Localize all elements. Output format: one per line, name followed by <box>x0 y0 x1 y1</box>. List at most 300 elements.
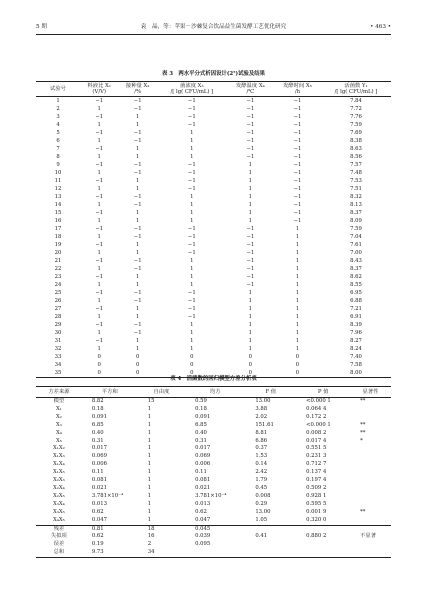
table4-row <box>36 493 391 501</box>
table4-cell: ** <box>360 508 366 515</box>
table3-cell: 1 <box>135 306 140 312</box>
table3-cell: 16 <box>54 218 62 224</box>
table3-cell: −1 <box>95 130 104 136</box>
table4-cell: 13.00 <box>255 508 271 515</box>
table3-cell: 0 <box>274 369 321 378</box>
table3-cell: −1 <box>293 154 302 160</box>
table3-cell: −1 <box>187 186 196 192</box>
table4-row <box>36 422 391 430</box>
table3-column-header-line: /℃ <box>246 89 255 95</box>
table3-cell: 8.24 <box>350 346 362 352</box>
table3-column-header-line: 料液比 X₁ <box>87 82 111 89</box>
table3-cell: −1 <box>95 258 104 264</box>
table4-cell: 13.00 <box>255 398 271 404</box>
table3-cell: 8.55 <box>350 282 362 288</box>
table3-cell: 1 <box>190 266 194 272</box>
table3-cell: −1 <box>187 234 196 240</box>
table3-row <box>36 97 391 106</box>
table4-cell <box>245 541 296 549</box>
table4-cell: X₃X₄ <box>53 500 65 507</box>
table3-cell: −1 <box>293 186 302 192</box>
table3-row <box>36 297 391 305</box>
table3-cell: −1 <box>133 130 142 136</box>
table3-row <box>36 241 391 249</box>
table3-cell: 8.63 <box>350 146 362 152</box>
table4-cell: 1 <box>147 453 152 460</box>
table4-cell: 2 <box>147 541 152 548</box>
table3-cell: 8.39 <box>350 322 362 328</box>
table3-column-header-line: /% <box>134 89 142 95</box>
table3-cell: 0 <box>118 369 156 378</box>
table4-row <box>36 501 391 509</box>
table3-cell: −1 <box>133 258 142 264</box>
table3-cell: −1 <box>95 306 104 312</box>
table3-cell: −1 <box>187 162 196 168</box>
table3-cell: −1 <box>246 234 255 240</box>
table4-cell <box>350 406 391 414</box>
table4-cell: 0.712 7 <box>306 461 327 468</box>
table3-cell: −1 <box>293 218 302 224</box>
table4-cell: 0.064 4 <box>306 405 327 412</box>
table4-column-header: 平方和 <box>82 387 138 398</box>
table3-cell: 1 <box>135 122 140 128</box>
table3-column-header <box>157 82 227 97</box>
table4-cell <box>350 485 391 493</box>
table4-cell: 0.021 <box>195 484 211 491</box>
table3-cell: 1 <box>135 274 140 280</box>
table4-cell <box>350 477 391 485</box>
table4-cell: 0.45 <box>255 484 268 491</box>
table3-cell: 0 <box>248 362 253 368</box>
table3-cell: 6.88 <box>350 298 362 304</box>
table4-row <box>36 438 391 446</box>
table3-cell: 0 <box>80 369 118 378</box>
table3-cell: −1 <box>293 114 302 120</box>
table3-cell: −1 <box>95 98 104 104</box>
table3-row <box>36 321 391 329</box>
table3-cell: 0 <box>295 362 300 368</box>
table3-cell: 1 <box>248 314 253 320</box>
table4-row <box>36 430 391 438</box>
table3-column-header-line: (V/V) <box>92 89 106 95</box>
table4-cell: X₄ <box>55 429 62 436</box>
table3-cell: 1 <box>97 298 101 304</box>
table3-cell: 0 <box>97 362 101 368</box>
table3-cell: −1 <box>95 210 104 216</box>
table3-row <box>36 313 391 321</box>
table3-cell: −1 <box>293 106 302 112</box>
table3-cell: 1 <box>295 274 300 280</box>
table3-cell: 1 <box>190 154 194 160</box>
table3-cell: 1 <box>97 202 101 208</box>
table3-cell: −1 <box>187 226 196 232</box>
table3-cell: 5 <box>56 130 60 136</box>
page-number: • 463 • <box>370 24 391 30</box>
table3-cell: 32 <box>54 346 62 352</box>
table4-cell: X₂X₄ <box>53 484 65 491</box>
table3-row <box>36 337 391 345</box>
table4-cell: 0.172 2 <box>306 413 327 420</box>
table3-cell: 0 <box>190 354 194 360</box>
table3-column-header-line: 试验号 <box>50 85 66 92</box>
table3-cell: 1 <box>190 138 194 144</box>
table4-cell: 0.091 <box>91 413 107 420</box>
table4-cell: 2.02 <box>255 413 268 420</box>
table3-cell: 1 <box>190 258 194 264</box>
table4-cell: 0.013 <box>195 500 211 507</box>
table3-cell: 6 <box>56 138 60 144</box>
table3-cell: 18 <box>54 234 62 240</box>
table4-column-header: 均方 <box>185 387 245 398</box>
table3-column-header-line: 菌浓度 X₃ <box>180 82 204 89</box>
table3-row <box>36 233 391 241</box>
table3-row <box>36 177 391 185</box>
table3-cell: 7.21 <box>350 306 362 312</box>
table3-row <box>36 353 391 361</box>
table4-cell: 1 <box>147 516 152 523</box>
table4-cell: X₁X₃ <box>53 453 65 460</box>
table4-cell: 1 <box>147 413 152 420</box>
table4-header-row <box>36 387 391 398</box>
table3-cell: −1 <box>246 250 255 256</box>
table3-cell: 23 <box>54 274 62 280</box>
table3-cell: 14 <box>54 202 62 208</box>
table3-cell: 1 <box>97 314 101 320</box>
table3-cell: 1 <box>190 130 194 136</box>
table3-cell: −1 <box>133 298 142 304</box>
table4-cell <box>350 501 391 509</box>
table3-cell: 0 <box>135 354 140 360</box>
table4-row <box>36 485 391 493</box>
table4-cell: 1.05 <box>255 516 268 523</box>
table4-cell <box>245 549 296 557</box>
table3-cell: −1 <box>246 146 255 152</box>
table3-row <box>36 161 391 169</box>
table3-cell: 0 <box>97 354 101 360</box>
table4-cell: 16 <box>147 533 155 540</box>
table4-cell <box>350 549 391 557</box>
table3-cell: 7.00 <box>350 250 362 256</box>
table3-cell: 9 <box>56 162 60 168</box>
table3-cell: 1 <box>97 218 101 224</box>
table3-row <box>36 281 391 289</box>
table3-cell: 4 <box>56 122 60 128</box>
table3-cell: 34 <box>54 362 62 368</box>
table3-cell: −1 <box>187 170 196 176</box>
table3-cell: 21 <box>54 258 62 264</box>
running-header <box>36 20 391 35</box>
table3-row <box>36 153 391 161</box>
table4-cell <box>350 541 391 549</box>
table4-cell: 0.40 <box>91 429 104 436</box>
table4-cell <box>296 541 350 549</box>
table3-cell: −1 <box>246 106 255 112</box>
table4-cell: 8.82 <box>91 398 104 404</box>
table4-cell <box>185 549 245 557</box>
table3-cell: 1 <box>135 218 140 224</box>
table4-cell: 0.18 <box>91 405 104 412</box>
table4-cell: 0.006 <box>91 461 107 468</box>
table3-cell: 8 <box>56 154 60 160</box>
table3-cell: −1 <box>133 226 142 232</box>
table3-row <box>36 345 391 353</box>
table3-cell: 1 <box>97 250 101 256</box>
table4-cell: 0.006 <box>195 461 211 468</box>
table3-cell: −1 <box>246 130 255 136</box>
table3-cell: 1 <box>248 330 253 336</box>
table4-row <box>36 477 391 485</box>
table4-cell: 0.31 <box>195 437 207 444</box>
table3-row <box>36 225 391 233</box>
table3-cell: −1 <box>95 274 104 280</box>
table3-cell: 1 <box>248 194 253 200</box>
table3-cell: 1 <box>248 298 253 304</box>
table4-cell: X₁X₅ <box>53 469 65 476</box>
table4-cell <box>245 525 296 533</box>
table4-cell: X₁X₄ <box>53 461 65 468</box>
table4-cell: 3.781×10⁻⁴ <box>195 492 227 499</box>
table3-row <box>36 305 391 313</box>
table3-row <box>36 113 391 121</box>
table3-cell: 1 <box>295 346 300 352</box>
table4-cell: 0.047 <box>91 516 107 523</box>
table3-header-row <box>36 82 391 97</box>
table3-row <box>36 129 391 137</box>
table3-cell: −1 <box>187 114 196 120</box>
table3-cell: 1 <box>97 138 101 144</box>
table4-cell: ** <box>360 429 366 436</box>
table3-cell: 1 <box>190 322 194 328</box>
table4-cell: <0.000 1 <box>306 398 331 404</box>
table4-cell: ** <box>360 421 366 428</box>
table3-cell: 1 <box>97 330 101 336</box>
table4-cell: 0.62 <box>91 508 104 515</box>
table3-column-header <box>36 82 80 97</box>
table3-cell: −1 <box>246 226 255 232</box>
table4-cell: 0.001 9 <box>306 508 327 515</box>
table3-cell: −1 <box>246 282 255 288</box>
table3-cell: 11 <box>54 178 62 184</box>
table4-cell: 不显著 <box>360 533 377 540</box>
table3-cell: 8.56 <box>350 154 362 160</box>
table3-cell: −1 <box>293 146 302 152</box>
table3-cell: −1 <box>133 162 142 168</box>
table3-cell: −1 <box>133 138 142 144</box>
table3-cell: 1 <box>190 282 194 288</box>
table3-cell: 1 <box>97 346 101 352</box>
table4-cell: X₁X₂ <box>53 445 65 452</box>
table3-cell: 19 <box>54 242 62 248</box>
table4-cell: 1 <box>147 469 152 476</box>
table4-cell: 0.18 <box>195 405 207 412</box>
table3-cell: 1 <box>248 162 253 168</box>
table3-cell: 8.62 <box>350 274 362 280</box>
table3-cell: 10 <box>54 170 62 176</box>
table3-cell: −1 <box>187 178 196 184</box>
table3-cell: 7 <box>56 146 60 152</box>
table3-cell: 1 <box>248 218 253 224</box>
table4-column-header: P 值 <box>296 387 350 398</box>
table3-row <box>36 209 391 217</box>
table3-cell: −1 <box>95 114 104 120</box>
table3-cell: −1 <box>133 202 142 208</box>
table3-cell: 1 <box>135 210 140 216</box>
table3-column-header-line: /[ lg( CFU/mL) ] <box>170 89 214 95</box>
table4-cell <box>350 453 391 461</box>
table3-cell: 6.91 <box>350 314 362 320</box>
table3-cell: −1 <box>246 122 255 128</box>
table4-cell: 0.197 4 <box>306 477 327 484</box>
table4-cell: X₂X₃ <box>53 477 65 484</box>
table4-cell <box>350 445 391 453</box>
table3-cell: 1 <box>135 146 140 152</box>
table3-cell: 3 <box>56 114 60 120</box>
table3-column-header-line: /[ lg( CFU/mL) ] <box>334 89 378 95</box>
table3-cell: 7.59 <box>350 226 362 232</box>
table4-cell: 1 <box>147 492 152 499</box>
table4-cell: X₂X₅ <box>53 492 65 499</box>
table3-cell: 2 <box>56 106 60 112</box>
table3-cell: 7.72 <box>350 106 362 112</box>
table4-column-header: F 值 <box>245 387 296 398</box>
table4-cell: 残差 <box>36 525 82 533</box>
table3-cell: 1 <box>135 154 140 160</box>
table3-cell: −1 <box>187 250 196 256</box>
table4-cell: 0.069 <box>195 453 211 460</box>
table4-cell: 1 <box>147 500 152 507</box>
table3-cell: 1 <box>295 258 300 264</box>
table3-cell: 1 <box>295 314 300 320</box>
table4-cell <box>350 461 391 469</box>
table3-column-header-line: /h <box>294 89 301 95</box>
table3-cell: 1 <box>97 266 101 272</box>
table3-cell: 1 <box>97 186 101 192</box>
table3-cell: 1 <box>295 298 300 304</box>
table3-cell: 1 <box>97 282 101 288</box>
table4-cell: * <box>360 437 363 444</box>
table4-cell: 0.045 <box>185 525 245 533</box>
table3-cell: 1 <box>295 306 300 312</box>
table4-cell: 0.37 <box>255 445 268 452</box>
table3-row <box>36 361 391 369</box>
table3-cell: 1 <box>295 250 300 256</box>
table3-cell: 1 <box>97 154 101 160</box>
table3-cell: −1 <box>187 306 196 312</box>
table4-cell: 0.021 <box>91 484 107 491</box>
table4-cell: 0.880 2 <box>306 533 327 540</box>
table3-cell: −1 <box>187 122 196 128</box>
table3-cell: 13 <box>54 194 62 200</box>
table3-cell: 24 <box>54 282 62 288</box>
table4-cell: 1 <box>147 508 152 515</box>
table3-cell: 1 <box>135 242 140 248</box>
table4-cell: 1 <box>147 445 152 452</box>
table3-cell: −1 <box>133 106 142 112</box>
table4-cell: 1 <box>147 429 152 436</box>
table3-cell: 1 <box>135 114 140 120</box>
table3-cell: 1 <box>295 266 300 272</box>
table4-cell: 0.11 <box>91 469 104 476</box>
table3-cell: 1 <box>190 210 194 216</box>
table3-cell: 8.37 <box>350 266 362 272</box>
table4-cell: ** <box>360 398 366 404</box>
table3-cell: 1 <box>190 330 194 336</box>
table3-cell: 25 <box>54 290 62 296</box>
table4-cell: 0.137 4 <box>306 469 327 476</box>
table3-cell: 1 <box>248 186 253 192</box>
table4-cell: 3.88 <box>255 405 268 412</box>
table3-cell: 8.13 <box>350 202 362 208</box>
table3-cell: 1 <box>190 274 194 280</box>
table3-cell: −1 <box>293 162 302 168</box>
table3-cell: 7.04 <box>350 234 362 240</box>
table4-cell: 2.42 <box>255 469 268 476</box>
table3-cell: 7.40 <box>350 354 362 360</box>
table3-cell: 8.00 <box>321 369 391 378</box>
table3-row <box>36 257 391 265</box>
table3-cell: 8.37 <box>350 210 362 216</box>
table4-cell: 0.095 <box>195 541 211 548</box>
table3-cell: −1 <box>133 98 142 104</box>
table4-cell: 0.41 <box>255 533 268 540</box>
table3-cell: 1 <box>295 330 300 336</box>
table4-row <box>36 549 391 557</box>
table4-column-header: 方差来源 <box>36 387 82 398</box>
table3-cell: 28 <box>54 314 62 320</box>
table3-cell: −1 <box>95 146 104 152</box>
table3-cell: −1 <box>293 194 302 200</box>
table3-cell: 20 <box>54 250 62 256</box>
table4-cell: 151.61 <box>255 421 274 428</box>
table4-cell: 模型 <box>53 398 65 404</box>
table3-cell: −1 <box>95 194 104 200</box>
table4-cell: X₄X₅ <box>53 516 65 523</box>
table3-cell: 22 <box>54 266 62 272</box>
table3-cell: 0 <box>157 369 227 378</box>
table4-cell: 1 <box>147 484 152 491</box>
table3-column-header <box>274 82 321 97</box>
table3-column-header <box>118 82 156 97</box>
table3-row <box>36 105 391 113</box>
table3-cell: −1 <box>293 122 302 128</box>
table4-row <box>36 406 391 414</box>
table3-row <box>36 289 391 297</box>
table3-row <box>36 185 391 193</box>
table4-cell: 失拟项 <box>50 533 67 540</box>
table4-cell <box>350 517 391 525</box>
table3-cell: 26 <box>54 298 62 304</box>
table3-cell: −1 <box>133 290 142 296</box>
table4-cell: X₁ <box>55 405 62 412</box>
table4-cell <box>296 549 350 557</box>
table4-cell: 0.017 4 <box>306 437 327 444</box>
table3-cell: 1 <box>135 178 140 184</box>
table3-cell: 0 <box>190 362 194 368</box>
table4-row <box>36 414 391 422</box>
table3-cell: −1 <box>187 290 196 296</box>
table4-cell: 0.231 3 <box>306 453 327 460</box>
table3-cell: 35 <box>36 369 80 378</box>
table3-cell: −1 <box>293 138 302 144</box>
table3-cell: 6.95 <box>350 290 362 296</box>
table4-cell: 误差 <box>53 541 65 548</box>
table4-cell: 0.017 <box>195 445 211 452</box>
table3-cell: 1 <box>190 202 194 208</box>
table3-cell: 1 <box>295 242 300 248</box>
table4-cell: 0.069 <box>91 453 107 460</box>
table4-row <box>36 469 391 477</box>
table3-column-header-line: 活菌数 Y₁ <box>344 82 368 89</box>
